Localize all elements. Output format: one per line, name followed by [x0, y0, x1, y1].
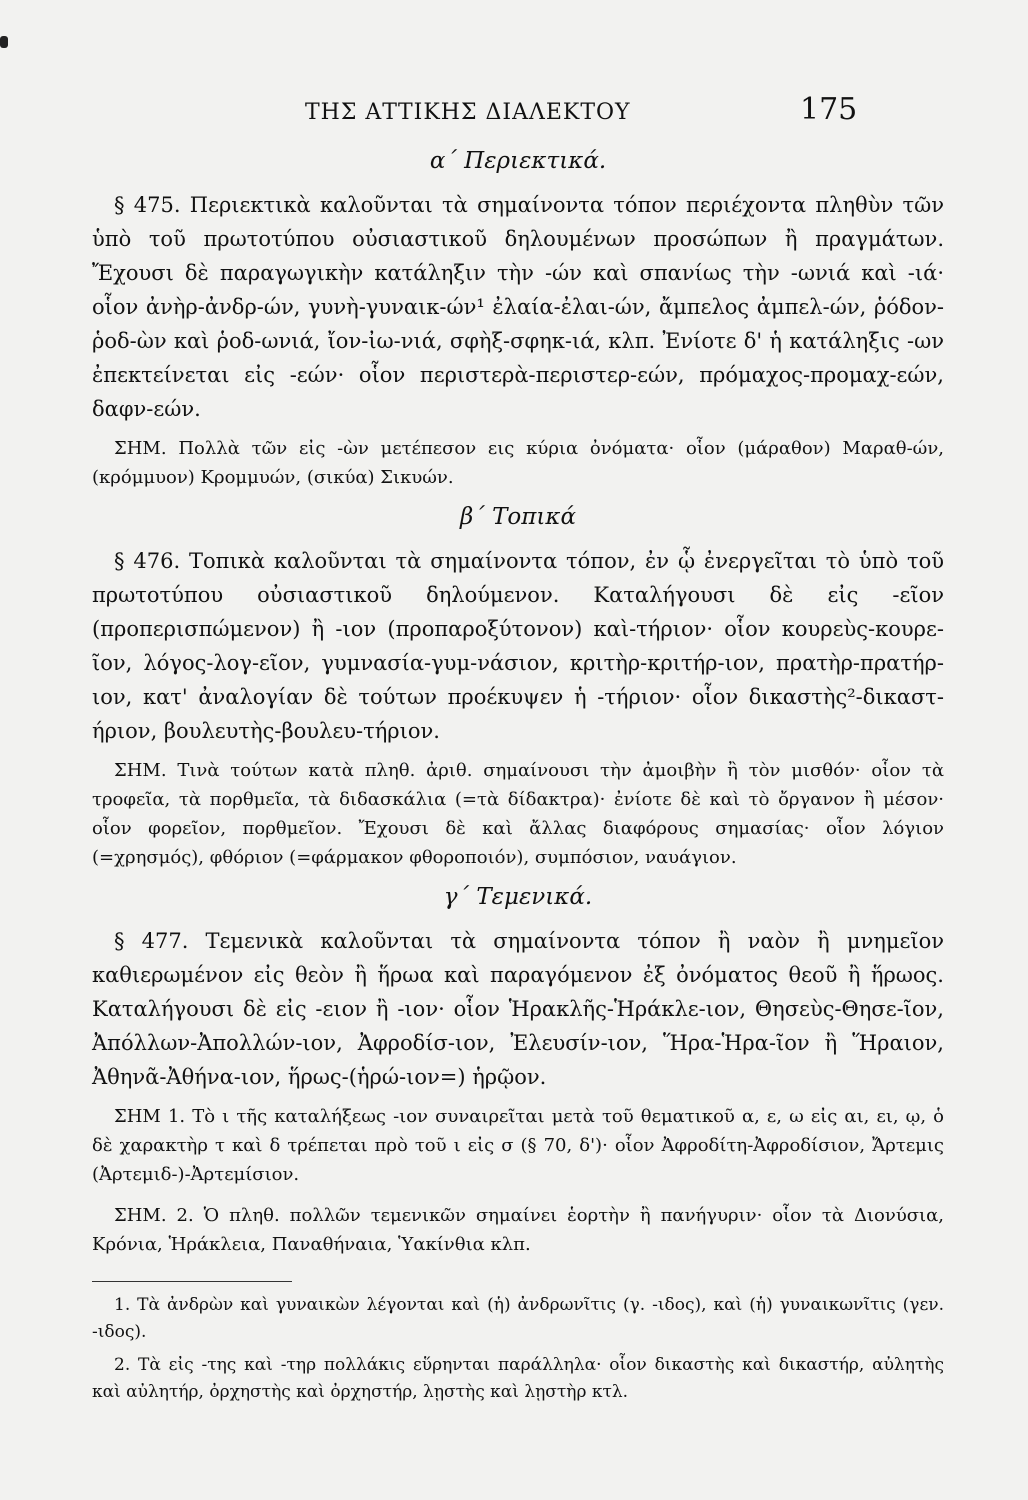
- footnote-2: 2. Τὰ εἰς -της καὶ -τηρ πολλάκις εὕρηνται παράλληλα· οἷον δικαστὴς καὶ δικαστήρ, αὐλητὴς καὶ αὐλητήρ, ὀρχηστὴς καὶ ὀρχηστήρ, λῃστὴς καὶ λῃστὴρ κτλ.: [92, 1355, 944, 1402]
- section-heading: γ΄ Τεμενικά.: [443, 884, 593, 910]
- note: ΣΗΜ. Τινὰ τούτων κατὰ πληθ. ἀριθ. σημαίνουσι τὴν ἀμοιβὴν ἢ τὸν μισθόν· οἷον τὰ τροφεῖα, τὰ πορθμεῖα, τὰ διδασκάλια (=τὰ δίδακτρα)· ἐνίοτε δὲ καὶ τὸ ὄργανον ἢ μέσον· οἷον φορεῖον, πορθμεῖον. Ἔχουσι δὲ καὶ ἄλλας διαφόρους σημασίας· οἷον λόγιον (=χρησμός), φθόριον (=φάρμακον φθοροποιόν), συμπόσιον, ναυάγιον.: [92, 760, 944, 868]
- section-temenika: [92, 884, 944, 1259]
- running-head: [0, 92, 1028, 132]
- note: ΣΗΜ. Πολλὰ τῶν εἰς -ὼν μετέπεσον εις κύρια ὀνόματα· οἷον (μάραθον) Μαραθ-ών, (κρόμμυον) Κρομμυών, (σικύα) Σικυών.: [92, 438, 944, 488]
- section-topika: [92, 504, 944, 872]
- section-heading: α΄ Περιεκτικά.: [429, 148, 607, 174]
- footnotes: [92, 1292, 944, 1406]
- page-body: [92, 148, 944, 1412]
- note-2: ΣΗΜ. 2. Ὁ πληθ. πολλῶν τεμενικῶν σημαίνει ἑορτὴν ἢ πανήγυριν· οἷον τὰ Διονύσια, Κρόνια, Ἡράκλεια, Παναθήναια, Ὑακίνθια κλπ.: [92, 1205, 944, 1255]
- paragraph-475: § 475. Περιεκτικὰ καλοῦνται τὰ σημαίνοντα τόπον περιέχοντα πληθὺν τῶν ὑπὸ τοῦ πρωτοτύπου οὐσιαστικοῦ δηλουμένων προσώπων ἢ πραγμάτων. Ἔχουσι δὲ παραγωγικὴν κατάληξιν τὴν -ών καὶ σπανίως τὴν -ωνιά καὶ -ιά· οἷον ἀνὴρ-ἀνδρ-ών, γυνὴ-γυναικ-ών¹ ἐλαία-ἐλαι-ών, ἄμπελος ἀμπελ-ών, ῥόδον-ῥοδ-ὼν καὶ ῥοδ-ωνιά, ἴον-ἰω-νιά, σφὴξ-σφηκ-ιά, κλπ. Ἐνίοτε δ' ἡ κατάληξις -ων ἐπεκτείνεται εἰς -εών· οἷον περιστερὰ-περιστερ-εών, πρόμαχος-προμαχ-εών, δαφν-εών.: [92, 193, 944, 421]
- section-periektika: [92, 148, 944, 492]
- running-title: ΤΗΣ ΑΤΤΙΚΗΣ ΔΙΑΛΕΚΤΟΥ: [305, 100, 631, 125]
- footnote-rule: [92, 1281, 292, 1282]
- paragraph-477: § 477. Τεμενικὰ καλοῦνται τὰ σημαίνοντα τόπον ἢ ναὸν ἢ μνημεῖον καθιερωμένον εἰς θεὸν ἢ ἥρωα καὶ παραγόμενον ἐξ ὀνόματος θεοῦ ἢ ἥρωος. Καταλήγουσι δὲ εἰς -ειον ἢ -ιον· οἷον Ἡρακλῆς-Ἡράκλε-ιον, Θησεὺς-Θησε-ῖον, Ἀπόλλων-Ἀπολλών-ιον, Ἀφροδίσ-ιον, Ἐλευσίν-ιον, Ἥρα-Ἡρα-ῖον ἢ Ἥραιον, Ἀθηνᾶ-Ἀθήνα-ιον, ἥρως-(ἡρώ-ιον=) ἡρῷον.: [92, 929, 944, 1089]
- paragraph-476: § 476. Τοπικὰ καλοῦνται τὰ σημαίνοντα τόπον, ἐν ᾧ ἐνεργεῖται τὸ ὑπὸ τοῦ πρωτοτύπου οὐσιαστικοῦ δηλούμενον. Καταλήγουσι δὲ εἰς -εῖον (προπερισπώμενον) ἢ -ιον (προπαροξύτονον) καὶ-τήριον· οἷον κουρεὺς-κουρε-ῖον, λόγος-λογ-εῖον, γυμνασία-γυμ-νάσιον, κριτὴρ-κριτήρ-ιον, πρατὴρ-πρατήρ-ιον, κατ' ἀναλογίαν δὲ τούτων προέκυψεν ἡ -τήριον· οἷον δικαστὴς²-δικαστ-ήριον, βουλευτὴς-βουλευ-τήριον.: [92, 549, 944, 743]
- page-edge-mark: [0, 36, 8, 48]
- footnote-1: 1. Τὰ ἀνδρὼν καὶ γυναικὼν λέγονται καὶ (ἡ) ἀνδρωνῖτις (γ. -ιδος), καὶ (ἡ) γυναικωνῖτις (γεν. -ιδος).: [92, 1295, 944, 1342]
- page-number: 175: [800, 92, 858, 127]
- section-heading: β΄ Τοπικά: [459, 504, 577, 530]
- note-1: ΣΗΜ 1. Τὸ ι τῆς καταλήξεως -ιον συναιρεῖται μετὰ τοῦ θεματικοῦ α, ε, ω εἰς αι, ει, ῳ, ὁ δὲ χαρακτὴρ τ καὶ δ τρέπεται πρὸ τοῦ ι εἰς σ (§ 70, δ')· οἷον Ἀφροδίτη-Ἀφροδίσιον, Ἄρτεμις (Ἀρτεμιδ-)-Ἀρτεμίσιον.: [92, 1106, 944, 1185]
